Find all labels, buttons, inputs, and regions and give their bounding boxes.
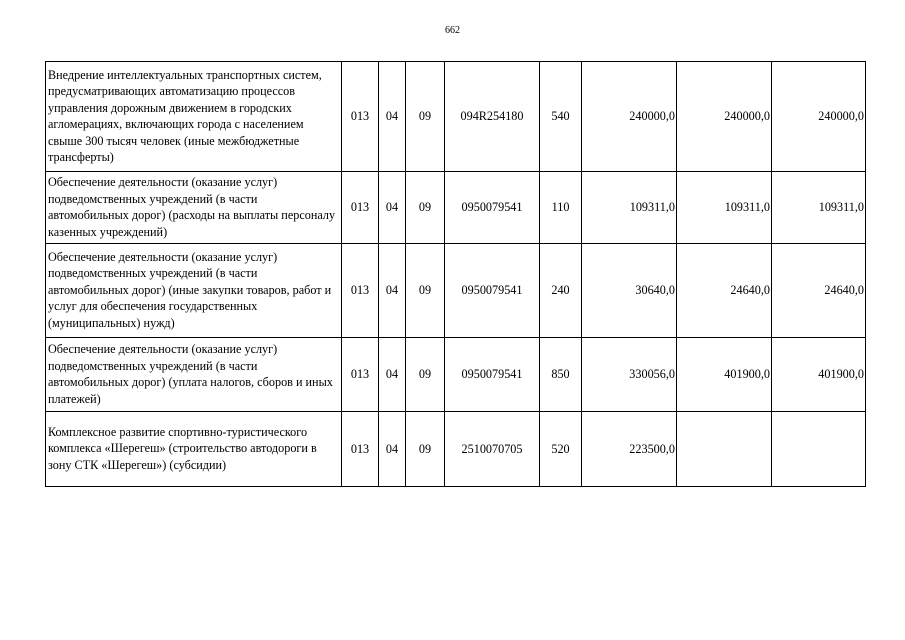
- amount-year-3: 24640,0: [772, 244, 866, 338]
- section-code: 04: [379, 412, 406, 487]
- subsection-code: 09: [406, 412, 445, 487]
- table-row: [46, 172, 866, 244]
- table-row: [46, 62, 866, 172]
- section-code: 04: [379, 172, 406, 244]
- amount-year-1: 330056,0: [582, 338, 677, 412]
- row-name: Обеспечение деятельности (оказание услуг) подведомственных учреждений (в части автомобильных дорог) (расходы на выплаты персоналу казенных учреждений): [46, 172, 342, 244]
- target-article-code: 0950079541: [445, 172, 540, 244]
- amount-year-2: 240000,0: [677, 62, 772, 172]
- amount-year-2: 24640,0: [677, 244, 772, 338]
- ministry-code: 013: [342, 338, 379, 412]
- section-code: 04: [379, 338, 406, 412]
- subsection-code: 09: [406, 172, 445, 244]
- amount-year-1: 30640,0: [582, 244, 677, 338]
- expense-type-code: 520: [540, 412, 582, 487]
- target-article-code: 0950079541: [445, 244, 540, 338]
- expense-type-code: 540: [540, 62, 582, 172]
- row-name: Обеспечение деятельности (оказание услуг) подведомственных учреждений (в части автомобильных дорог) (иные закупки товаров, работ и услуг для обеспечения государственных (муниципальных) нужд): [46, 244, 342, 338]
- ministry-code: 013: [342, 412, 379, 487]
- target-article-code: 0950079541: [445, 338, 540, 412]
- amount-year-1: 109311,0: [582, 172, 677, 244]
- ministry-code: 013: [342, 244, 379, 338]
- table-row: [46, 338, 866, 412]
- row-name: Комплексное развитие спортивно-туристического комплекса «Шерегеш» (строительство автодороги в зону СТК «Шерегеш») (субсидии): [46, 412, 342, 487]
- amount-year-1: 223500,0: [582, 412, 677, 487]
- subsection-code: 09: [406, 338, 445, 412]
- expense-type-code: 850: [540, 338, 582, 412]
- ministry-code: 013: [342, 172, 379, 244]
- amount-year-2: 401900,0: [677, 338, 772, 412]
- table-row: [46, 412, 866, 487]
- amount-year-3: 109311,0: [772, 172, 866, 244]
- section-code: 04: [379, 62, 406, 172]
- amount-year-3: 240000,0: [772, 62, 866, 172]
- target-article-code: 094R254180: [445, 62, 540, 172]
- section-code: 04: [379, 244, 406, 338]
- target-article-code: 2510070705: [445, 412, 540, 487]
- row-name: Обеспечение деятельности (оказание услуг) подведомственных учреждений (в части автомобильных дорог) (уплата налогов, сборов и иных платежей): [46, 338, 342, 412]
- page-number: 662: [445, 25, 460, 36]
- subsection-code: 09: [406, 62, 445, 172]
- expense-type-code: 110: [540, 172, 582, 244]
- amount-year-3: [772, 412, 866, 487]
- table-row: [46, 244, 866, 338]
- subsection-code: 09: [406, 244, 445, 338]
- row-name: Внедрение интеллектуальных транспортных систем, предусматривающих автоматизацию процессов управления дорожным движением в городских агломерациях, включающих города с населением свыше 300 тысяч человек (иные межбюджетные трансферты): [46, 62, 342, 172]
- expense-type-code: 240: [540, 244, 582, 338]
- amount-year-3: 401900,0: [772, 338, 866, 412]
- amount-year-2: 109311,0: [677, 172, 772, 244]
- ministry-code: 013: [342, 62, 379, 172]
- amount-year-1: 240000,0: [582, 62, 677, 172]
- amount-year-2: [677, 412, 772, 487]
- budget-table: [45, 61, 866, 487]
